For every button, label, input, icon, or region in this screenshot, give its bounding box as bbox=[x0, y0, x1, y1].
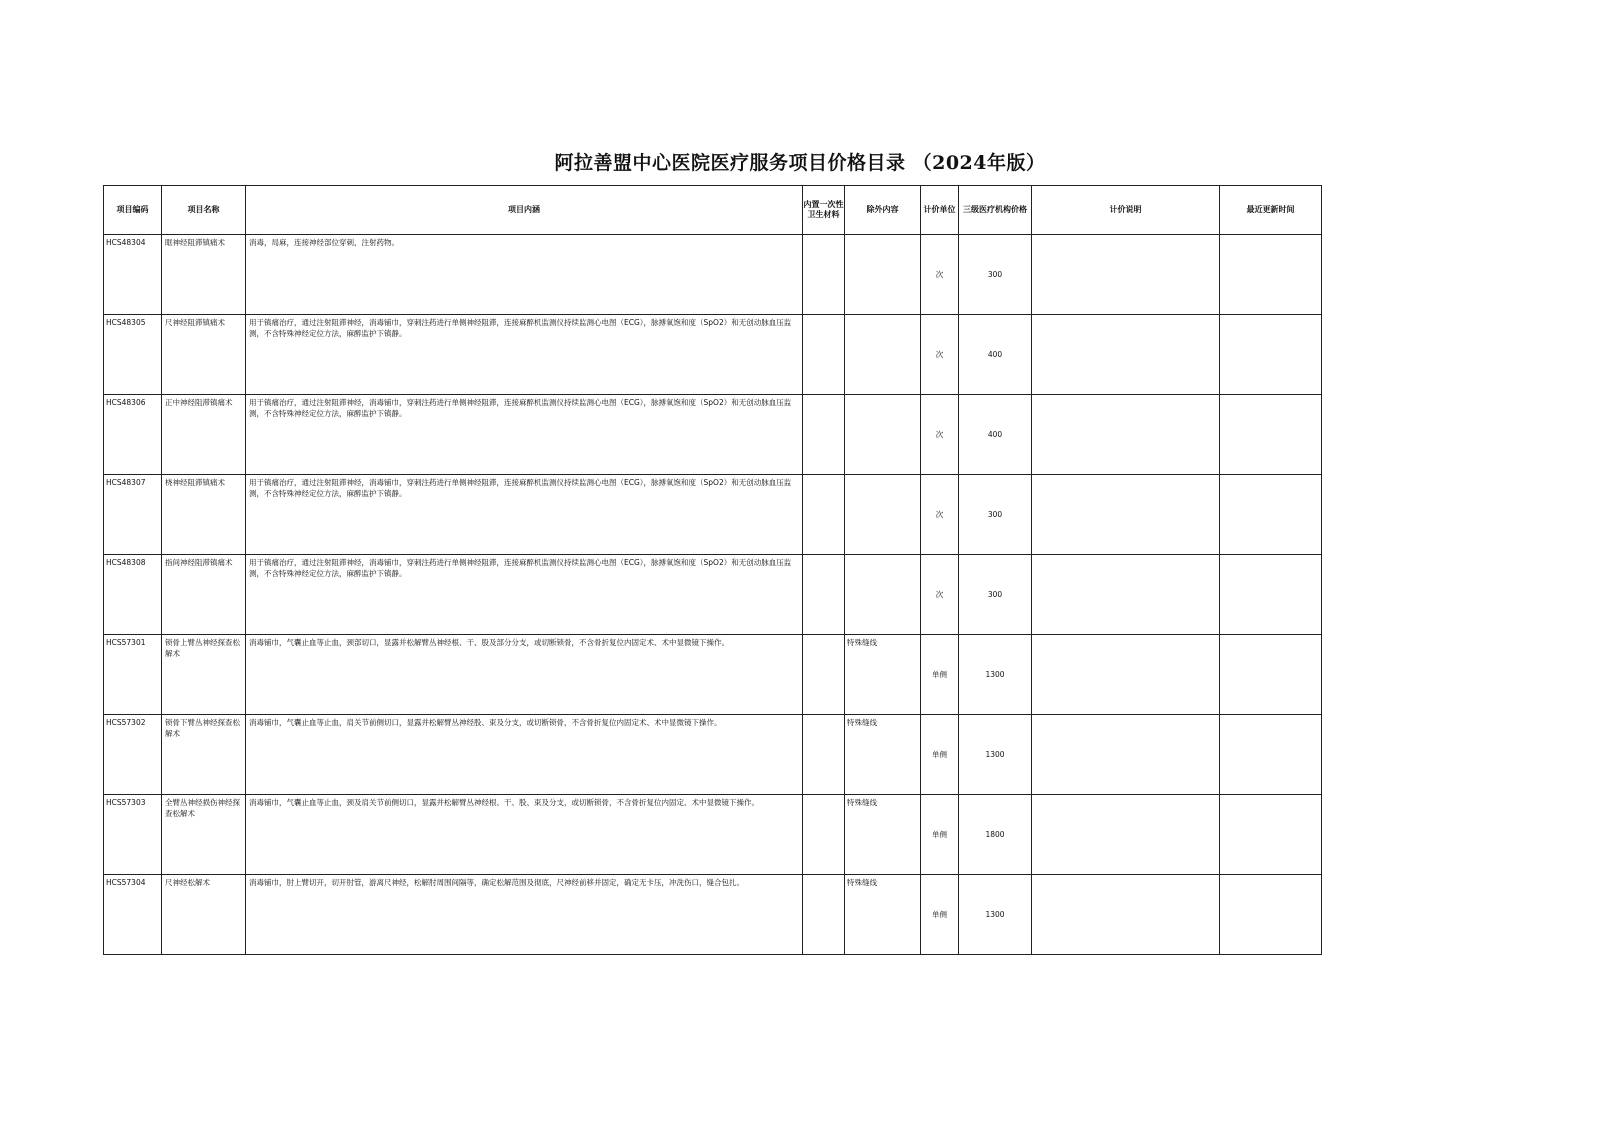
cell-note bbox=[1032, 475, 1220, 555]
header-name: 项目名称 bbox=[162, 186, 246, 235]
table-row bbox=[104, 555, 1322, 635]
cell-code: HCS48307 bbox=[104, 475, 162, 555]
cell-exclusion bbox=[845, 555, 921, 635]
cell-material bbox=[803, 875, 845, 955]
cell-price: 1800 bbox=[959, 795, 1032, 875]
cell-exclusion: 特殊缝线 bbox=[845, 875, 921, 955]
cell-name: 尺神经松解术 bbox=[162, 875, 246, 955]
cell-updated bbox=[1220, 395, 1322, 475]
cell-exclusion bbox=[845, 235, 921, 315]
cell-code: HCS57301 bbox=[104, 635, 162, 715]
cell-code: HCS48306 bbox=[104, 395, 162, 475]
cell-exclusion: 特殊缝线 bbox=[845, 635, 921, 715]
cell-note bbox=[1032, 715, 1220, 795]
cell-note bbox=[1032, 795, 1220, 875]
cell-unit: 次 bbox=[921, 475, 959, 555]
header-note: 计价说明 bbox=[1032, 186, 1220, 235]
cell-exclusion bbox=[845, 395, 921, 475]
price-table bbox=[103, 185, 1322, 955]
cell-updated bbox=[1220, 475, 1322, 555]
table-row bbox=[104, 635, 1322, 715]
cell-price: 1300 bbox=[959, 635, 1032, 715]
cell-material bbox=[803, 315, 845, 395]
cell-note bbox=[1032, 555, 1220, 635]
cell-unit: 次 bbox=[921, 235, 959, 315]
cell-exclusion bbox=[845, 315, 921, 395]
cell-note bbox=[1032, 635, 1220, 715]
page-title: 阿拉善盟中心医院医疗服务项目价格目录 （2024年版） bbox=[554, 152, 1046, 174]
cell-price: 1300 bbox=[959, 715, 1032, 795]
cell-exclusion bbox=[845, 475, 921, 555]
cell-name: 锁骨下臂丛神经探查松解术 bbox=[162, 715, 246, 795]
cell-unit: 单侧 bbox=[921, 715, 959, 795]
cell-code: HCS48308 bbox=[104, 555, 162, 635]
cell-material bbox=[803, 715, 845, 795]
cell-unit: 单侧 bbox=[921, 795, 959, 875]
cell-code: HCS57302 bbox=[104, 715, 162, 795]
cell-name: 正中神经阻滞镇痛术 bbox=[162, 395, 246, 475]
cell-note bbox=[1032, 315, 1220, 395]
cell-unit: 次 bbox=[921, 555, 959, 635]
cell-price: 400 bbox=[959, 395, 1032, 475]
header-row bbox=[104, 186, 1322, 235]
cell-updated bbox=[1220, 315, 1322, 395]
cell-updated bbox=[1220, 635, 1322, 715]
table-row bbox=[104, 395, 1322, 475]
cell-material bbox=[803, 475, 845, 555]
cell-code: HCS48305 bbox=[104, 315, 162, 395]
cell-name: 全臂丛神经损伤神经探查松解术 bbox=[162, 795, 246, 875]
cell-updated bbox=[1220, 715, 1322, 795]
cell-unit: 单侧 bbox=[921, 875, 959, 955]
cell-material bbox=[803, 235, 845, 315]
cell-price: 300 bbox=[959, 235, 1032, 315]
cell-content: 消毒铺巾，气囊止血等止血，颈部切口，显露并松解臂丛神经根、干、股及部分分支，或切断锁骨，不含骨折复位内固定术、术中显微镜下操作。 bbox=[246, 635, 803, 715]
cell-code: HCS57304 bbox=[104, 875, 162, 955]
header-content: 项目内涵 bbox=[246, 186, 803, 235]
cell-material bbox=[803, 635, 845, 715]
cell-name: 尺神经阻滞镇痛术 bbox=[162, 315, 246, 395]
cell-name: 锁骨上臂丛神经探查松解术 bbox=[162, 635, 246, 715]
cell-name: 桡神经阻滞镇痛术 bbox=[162, 475, 246, 555]
cell-content: 消毒铺巾，气囊止血等止血，肩关节前侧切口，显露并松解臂丛神经股、束及分支，或切断锁骨，不含骨折复位内固定术、术中显微镜下操作。 bbox=[246, 715, 803, 795]
cell-note bbox=[1032, 875, 1220, 955]
cell-updated bbox=[1220, 875, 1322, 955]
cell-code: HCS57303 bbox=[104, 795, 162, 875]
cell-content: 消毒，局麻，连接神经部位穿刺，注射药物。 bbox=[246, 235, 803, 315]
cell-updated bbox=[1220, 235, 1322, 315]
cell-unit: 次 bbox=[921, 395, 959, 475]
cell-updated bbox=[1220, 555, 1322, 635]
cell-note bbox=[1032, 395, 1220, 475]
cell-material bbox=[803, 395, 845, 475]
cell-unit: 单侧 bbox=[921, 635, 959, 715]
cell-content: 用于镇痛治疗，通过注射阻滞神经，消毒铺巾，穿刺注药进行单侧神经阻滞，连接麻醉机监测仪持续监测心电图（ECG），脉搏氧饱和度（SpO2）和无创动脉血压监测，不含特殊神经定位方法，麻醉监护下镇静。 bbox=[246, 395, 803, 475]
cell-content: 用于镇痛治疗，通过注射阻滞神经，消毒铺巾，穿刺注药进行单侧神经阻滞，连接麻醉机监测仪持续监测心电图（ECG），脉搏氧饱和度（SpO2）和无创动脉血压监测，不含特殊神经定位方法，麻醉监护下镇静。 bbox=[246, 475, 803, 555]
cell-content: 用于镇痛治疗，通过注射阻滞神经，消毒铺巾，穿刺注药进行单侧神经阻滞，连接麻醉机监测仪持续监测心电图（ECG），脉搏氧饱和度（SpO2）和无创动脉血压监测，不含特殊神经定位方法，麻醉监护下镇静。 bbox=[246, 315, 803, 395]
table-row bbox=[104, 875, 1322, 955]
cell-content: 用于镇痛治疗，通过注射阻滞神经，消毒铺巾，穿刺注药进行单侧神经阻滞，连接麻醉机监测仪持续监测心电图（ECG），脉搏氧饱和度（SpO2）和无创动脉血压监测，不含特殊神经定位方法，麻醉监护下镇静。 bbox=[246, 555, 803, 635]
cell-name: 眶神经阻滞镇痛术 bbox=[162, 235, 246, 315]
cell-material bbox=[803, 795, 845, 875]
table-row bbox=[104, 235, 1322, 315]
cell-unit: 次 bbox=[921, 315, 959, 395]
cell-material bbox=[803, 555, 845, 635]
cell-code: HCS48304 bbox=[104, 235, 162, 315]
cell-exclusion: 特殊缝线 bbox=[845, 715, 921, 795]
cell-price: 300 bbox=[959, 475, 1032, 555]
cell-exclusion: 特殊缝线 bbox=[845, 795, 921, 875]
cell-note bbox=[1032, 235, 1220, 315]
cell-updated bbox=[1220, 795, 1322, 875]
header-exclusion: 除外内容 bbox=[845, 186, 921, 235]
header-updated: 最近更新时间 bbox=[1220, 186, 1322, 235]
header-unit: 计价单位 bbox=[921, 186, 959, 235]
cell-price: 400 bbox=[959, 315, 1032, 395]
cell-price: 1300 bbox=[959, 875, 1032, 955]
table-row bbox=[104, 315, 1322, 395]
cell-content: 消毒铺巾，肘上臂切开，切开肘管，游离尺神经，松解肘周围间隔等，确定松解范围及彻底，尺神经前移并固定，确定无卡压，冲洗伤口，缝合包扎。 bbox=[246, 875, 803, 955]
header-material: 内置一次性卫生材料 bbox=[803, 186, 845, 235]
header-code: 项目编码 bbox=[104, 186, 162, 235]
table-row bbox=[104, 475, 1322, 555]
cell-name: 指间神经阻滞镇痛术 bbox=[162, 555, 246, 635]
cell-price: 300 bbox=[959, 555, 1032, 635]
cell-content: 消毒铺巾，气囊止血等止血，颈及肩关节前侧切口，显露并松解臂丛神经根、干、股、束及分支，或切断锁骨，不含骨折复位内固定、术中显微镜下操作。 bbox=[246, 795, 803, 875]
header-price: 三级医疗机构价格 bbox=[959, 186, 1032, 235]
table-row bbox=[104, 795, 1322, 875]
table-row bbox=[104, 715, 1322, 795]
